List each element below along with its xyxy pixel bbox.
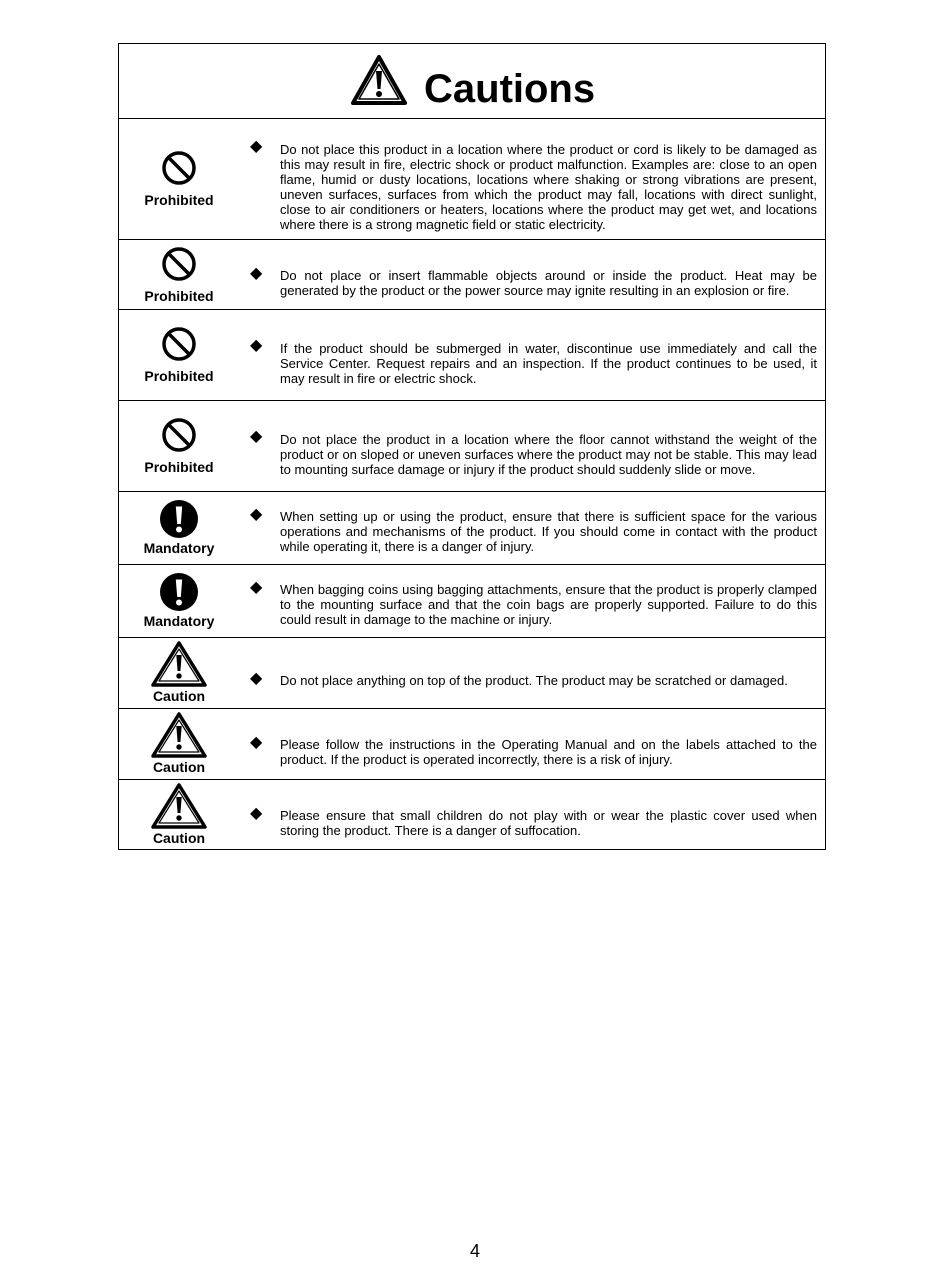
caution-row xyxy=(119,240,825,310)
row-symbol xyxy=(119,150,239,208)
caution-text: Do not place anything on top of the product. The product may be scratched or damaged. xyxy=(280,673,788,688)
caution-text: When setting up or using the product, ensure that there is sufficient space for the various operations and mechanisms of the product. If you should come in contact with the product while operating it, there is a danger of injury. xyxy=(280,509,817,554)
caution-row xyxy=(119,401,825,492)
row-symbol xyxy=(119,417,239,475)
symbol-label: Prohibited xyxy=(144,459,214,475)
row-symbol xyxy=(119,782,239,846)
diamond-bullet-icon: ◆ xyxy=(250,805,263,822)
caution-row xyxy=(119,780,825,849)
diamond-bullet-icon: ◆ xyxy=(250,506,263,523)
caution-text: Please follow the instructions in the Operating Manual and on the labels attached to the product. If the product is operated incorrectly, there is a risk of injury. xyxy=(280,737,817,767)
symbol-label: Prohibited xyxy=(144,192,214,208)
symbol-label: Prohibited xyxy=(144,288,214,304)
diamond-bullet-icon: ◆ xyxy=(250,734,263,751)
mandatory-icon xyxy=(159,572,199,612)
prohibited-icon xyxy=(161,246,197,282)
caution-text: If the product should be submerged in water, discontinue use immediately and call the Service Center. Request repairs and an inspection. If the product continues to be used, it may result in fire or electric shock. xyxy=(280,341,817,386)
symbol-label: Mandatory xyxy=(143,540,215,556)
page-number: 4 xyxy=(469,1241,480,1261)
row-symbol xyxy=(119,572,239,629)
row-symbol xyxy=(119,499,239,556)
cautions-header xyxy=(119,44,825,119)
prohibited-icon xyxy=(161,417,197,453)
diamond-bullet-icon: ◆ xyxy=(250,265,263,282)
prohibited-icon xyxy=(161,150,197,186)
warning-triangle-icon xyxy=(350,54,408,106)
caution-row xyxy=(119,492,825,565)
row-symbol xyxy=(119,640,239,704)
diamond-bullet-icon: ◆ xyxy=(250,428,263,445)
caution-row xyxy=(119,310,825,401)
diamond-bullet-icon: ◆ xyxy=(250,579,263,596)
symbol-label: Caution xyxy=(152,688,206,704)
diamond-bullet-icon: ◆ xyxy=(250,337,263,354)
symbol-label: Mandatory xyxy=(143,613,215,629)
caution-text: Do not place this product in a location where the product or cord is likely to be damaged as this may result in fire, electric shock or product malfunction. Examples are: close to an open flame, humid or dusty locations, locations where shaking or strong vibrations are present, uneven surfaces, surfaces from which the product may fall, locations with direct sunlight, close to air conditioners or heaters, locations where the product may get wet, and locations where there is a strong magnetic field or static electricity. xyxy=(280,142,817,232)
prohibited-icon xyxy=(161,326,197,362)
page-title: Cautions xyxy=(424,67,596,111)
diamond-bullet-icon: ◆ xyxy=(250,138,263,155)
diamond-bullet-icon: ◆ xyxy=(250,670,263,687)
caution-text: Please ensure that small children do not play with or wear the plastic cover used when storing the product. There is a danger of suffocation. xyxy=(280,808,817,838)
caution-text: Do not place the product in a location where the floor cannot withstand the weight of the product or on sloped or uneven surfaces where the product may not be stable. This may lead to mounting surface damage or injury if the product should suddenly slide or move. xyxy=(280,432,817,477)
caution-triangle-icon xyxy=(150,640,208,688)
symbol-label: Caution xyxy=(152,759,206,775)
row-symbol xyxy=(119,711,239,775)
caution-row xyxy=(119,119,825,240)
caution-triangle-icon xyxy=(150,782,208,830)
caution-row xyxy=(119,565,825,638)
caution-triangle-icon xyxy=(150,711,208,759)
cautions-table xyxy=(118,43,826,850)
symbol-label: Caution xyxy=(152,830,206,846)
row-symbol xyxy=(119,326,239,384)
caution-row xyxy=(119,709,825,780)
caution-text: Do not place or insert flammable objects around or inside the product. Heat may be generated by the product or the power source may ignite resulting in an explosion or fire. xyxy=(280,268,817,298)
symbol-label: Prohibited xyxy=(144,368,214,384)
row-symbol xyxy=(119,246,239,304)
caution-row xyxy=(119,638,825,709)
mandatory-icon xyxy=(159,499,199,539)
caution-text: When bagging coins using bagging attachments, ensure that the product is properly clamped to the mounting surface and that the coin bags are properly supported. Failure to do this could result in damage to the machine or injury. xyxy=(280,582,817,627)
